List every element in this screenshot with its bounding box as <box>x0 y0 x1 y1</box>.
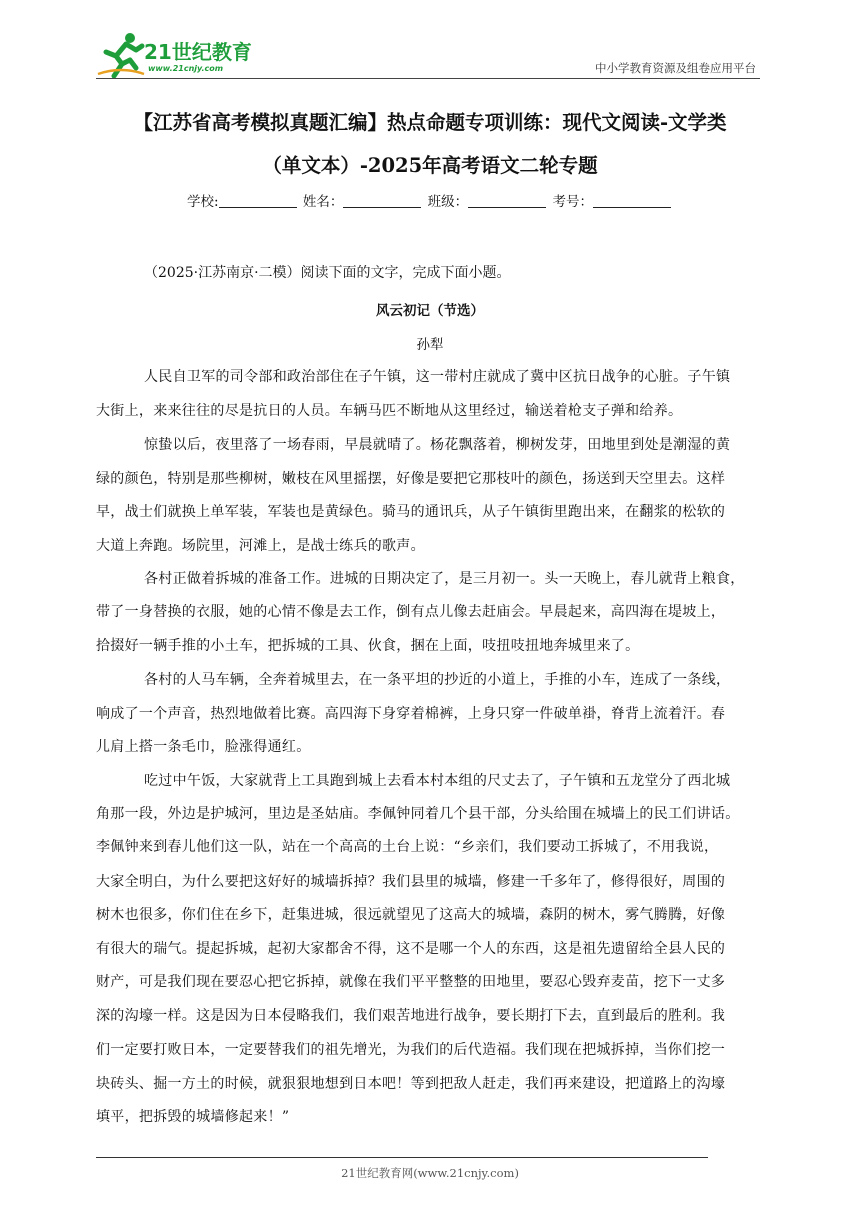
passage-line: 填平，把拆毁的城墙修起来！” <box>96 1109 290 1125</box>
passage-line: 各村正做着拆城的准备工作。进城的日期决定了，是三月初一。头一天晚上，春儿就背上粮食， <box>144 571 745 587</box>
passage-line: 角那一段，外边是护城河，里边是圣姑庙。李佩钟同着几个县干部，分头给围在城墙上的民工们讲话。 <box>96 806 740 822</box>
passage-line: 块砖头、掘一方土的时候，就狠狠地想到日本吧！等到把敌人赶走，我们再来建设，把道路上的沟壕 <box>96 1076 726 1092</box>
class-label: 班级： <box>427 194 469 210</box>
number-label: 考号： <box>552 194 593 210</box>
school-label: 学校: <box>187 194 219 210</box>
name-label: 姓名： <box>302 194 344 210</box>
passage-line: 拾掇好一辆手推的小土车，把拆城的工具、伙食，捆在上面，吱扭吱扭地奔城里来了。 <box>96 638 640 654</box>
page-header <box>96 30 760 80</box>
passage-title: 风云初记（节选） <box>376 303 484 319</box>
passage-line: 人民自卫军的司令部和政治部住在子午镇，这一带村庄就成了冀中区抗日战争的心脏。子午镇 <box>144 369 731 385</box>
passage-line: 们一定要打败日本，一定要替我们的祖先增光，为我们的后代造福。我们现在把城拆掉，当你们挖一 <box>96 1042 726 1058</box>
page-title-line1: 【江苏省高考模拟真题汇编】热点命题专项训练：现代文阅读-文学类 <box>133 111 727 134</box>
runner-icon <box>96 30 146 80</box>
class-blank[interactable] <box>468 193 546 208</box>
passage-line: 大道上奔跑。场院里，河滩上，是战士练兵的歌声。 <box>96 538 425 554</box>
passage-line: 财产，可是我们现在要忍心把它拆掉，就像在我们平平整整的田地里，要忍心毁弃麦苗，挖下一丈多 <box>96 974 726 990</box>
passage-line: 大街上，来来往往的尽是抗日的人员。车辆马匹不断地从这里经过，输送着枪支子弹和给养。 <box>96 403 683 419</box>
passage-line: 早，战士们就换上单军装，军装也是黄绿色。骑马的通讯兵，从子午镇街里跑出来，在翻浆的松软的 <box>96 504 726 520</box>
question-source: （2025·江苏南京·二模）阅读下面的文字，完成下面小题。 <box>144 265 511 281</box>
passage-line: 李佩钟来到春儿他们这一队，站在一个高高的土台上说：“乡亲们，我们要动工拆城了，不用我说， <box>96 839 719 855</box>
passage-author: 孙犁 <box>416 337 444 353</box>
passage-line: 吃过中午饭，大家就背上工具跑到城上去看本村本组的尺丈去了，子午镇和五龙堂分了西北城 <box>144 773 731 789</box>
passage-line: 深的沟壕一样。这是因为日本侵略我们，我们艰苦地进行战争，要长期打下去，直到最后的胜利。我 <box>96 1008 726 1024</box>
passage-line: 带了一身替换的衣服，她的心情不像是去工作，倒有点儿像去赶庙会。早晨起来，高四海在堤坡上， <box>96 604 726 620</box>
number-blank[interactable] <box>593 193 671 208</box>
name-blank[interactable] <box>343 193 421 208</box>
logo-text: 21世纪教育 <box>144 40 252 64</box>
school-blank[interactable] <box>219 193 297 208</box>
passage-line: 树木也很多，你们住在乡下，赶集进城，很远就望见了这高大的城墙，森阴的树木，雾气腾腾，好像 <box>96 907 726 923</box>
logo <box>96 30 266 80</box>
passage-line: 响成了一个声音，热烈地做着比赛。高四海下身穿着棉裤，上身只穿一件破单褂，脊背上流着汗。春 <box>96 706 726 722</box>
footer-divider <box>96 1157 708 1158</box>
passage-line: 惊蛰以后，夜里落了一场春雨，早晨就晴了。杨花飘落着，柳树发芽，田地里到处是潮湿的黄 <box>144 437 731 453</box>
header-divider <box>96 78 760 79</box>
platform-name: 中小学教育资源及组卷应用平台 <box>595 61 756 75</box>
passage-line: 绿的颜色，特别是那些柳树，嫩枝在风里摇摆，好像是要把它那枝叶的颜色，扬送到天空里去。这样 <box>96 471 726 487</box>
passage-line: 儿肩上搭一条毛巾，脸涨得通红。 <box>96 739 311 755</box>
passage-line: 大家全明白，为什么要把这好好的城墙拆掉？我们县里的城墙，修建一千多年了，修得很好，周围的 <box>96 874 726 890</box>
page-title-line2: （单文本）-2025年高考语文二轮专题 <box>262 154 598 177</box>
passage-line: 有很大的瑞气。提起拆城，起初大家都舍不得，这不是哪一个人的东西，这是祖先遗留给全县人民的 <box>96 941 726 957</box>
logo-url: www.21cnjy.com <box>148 64 224 73</box>
footer-text: 21世纪教育网(www.21cnjy.com) <box>341 1166 519 1180</box>
passage-line: 各村的人马车辆，全奔着城里去，在一条平坦的抄近的小道上，手推的小车，连成了一条线， <box>144 672 731 688</box>
student-info <box>96 190 764 210</box>
